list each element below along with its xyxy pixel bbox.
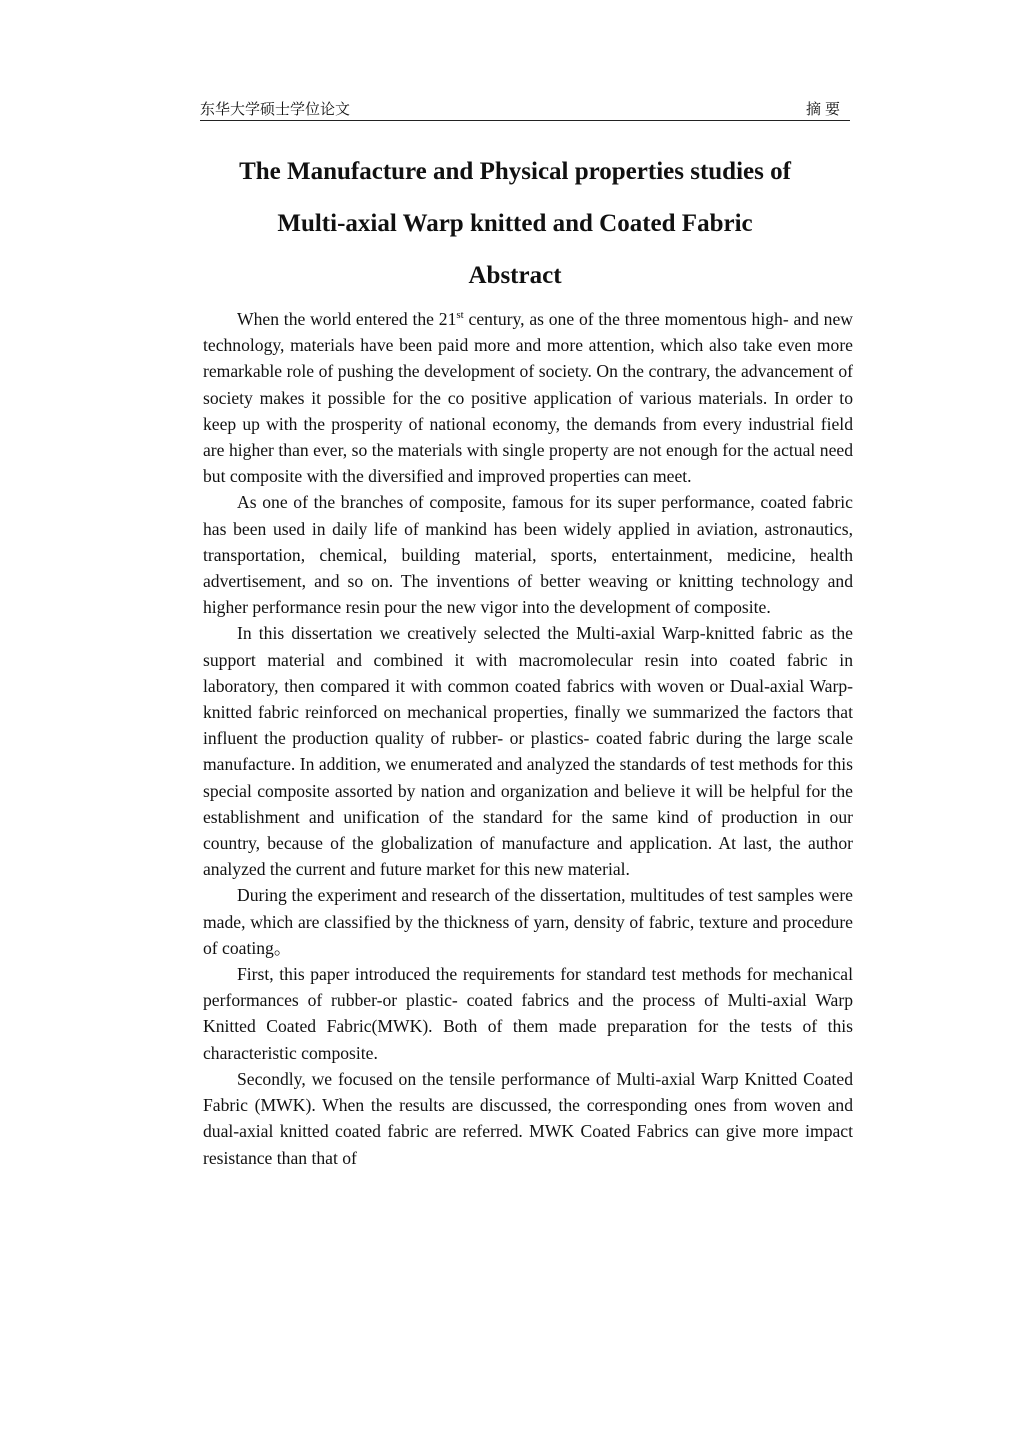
abstract-body xyxy=(203,306,853,1171)
header-university-title: 东华大学硕士学位论文 xyxy=(200,100,351,118)
title-line-1: The Manufacture and Physical properties studies of xyxy=(239,158,791,185)
paragraph-1-start: When the world entered the 21 xyxy=(237,309,457,329)
abstract-heading: Abstract xyxy=(468,262,562,289)
paragraph-6: Secondly, we focused on the tensile performance of Multi-axial Warp Knitted Coated Fabric (MWK). When the results are discussed, the corresponding ones from woven and dual-axial knitted coated fabric are referred. MWK Coated Fabrics can give more impact resistance than that of xyxy=(203,1068,853,1168)
running-header xyxy=(200,96,850,121)
header-section-label: 摘要 xyxy=(805,100,844,118)
paragraph-3: In this dissertation we creatively selected the Multi-axial Warp-knitted fabric as the support material and combined it with macromolecular resin into coated fabric in laboratory, then compared it with common coated fabrics with woven or Dual-axial Warp-knitted fabric reinforced on mechanical properties, finally we summarized the factors that influent the production quality of rubber- or plastics- coated fabric during the large scale manufacture. In addition, we enumerated and analyzed the standards of test methods for this special composite assorted by nation and organization and believe it will be helpful for the establishment and unification of the standard for the same kind of production in our country, because of the globalization of manufacture and application. At last, the author analyzed the current and future market for this new material. xyxy=(203,623,853,880)
paragraph-5: First, this paper introduced the requirements for standard test methods for mechanical performances of rubber-or plastic- coated fabrics and the process of Multi-axial Warp Knitted Coated Fabric(MWK). Both of them made preparation for the tests of this characteristic composite. xyxy=(203,964,853,1063)
title-line-2: Multi-axial Warp knitted and Coated Fabric xyxy=(277,210,753,237)
paragraph-2: As one of the branches of composite, famous for its super performance, coated fabric has been used in daily life of mankind has been widely applied in aviation, astronautics, transportation, chemical, building material, sports, entertainment, medicine, health advertisement, and so on. The inventions of better weaving or knitting technology and higher performance resin pour the new vigor into the development of composite. xyxy=(203,492,853,618)
ordinal-superscript: st xyxy=(456,309,464,321)
paragraph-4: During the experiment and research of the dissertation, multitudes of test samples were made, which are classified by the thickness of yarn, density of fabric, texture and procedure of coating。 xyxy=(203,885,853,958)
paragraph-1-rest: century, as one of the three momentous high- and new technology, materials have been paid more and more attention, which also take even more remarkable role of pushing the development of society. On the contrary, the advancement of society makes it possible for the co positive application of various materials. In order to keep up with the prosperity of national economy, the demands from every industrial field are higher than ever, so the materials with single property are not enough for the actual need but composite with the diversified and improved properties can meet. xyxy=(203,309,853,487)
paragraph-1 xyxy=(203,306,853,489)
